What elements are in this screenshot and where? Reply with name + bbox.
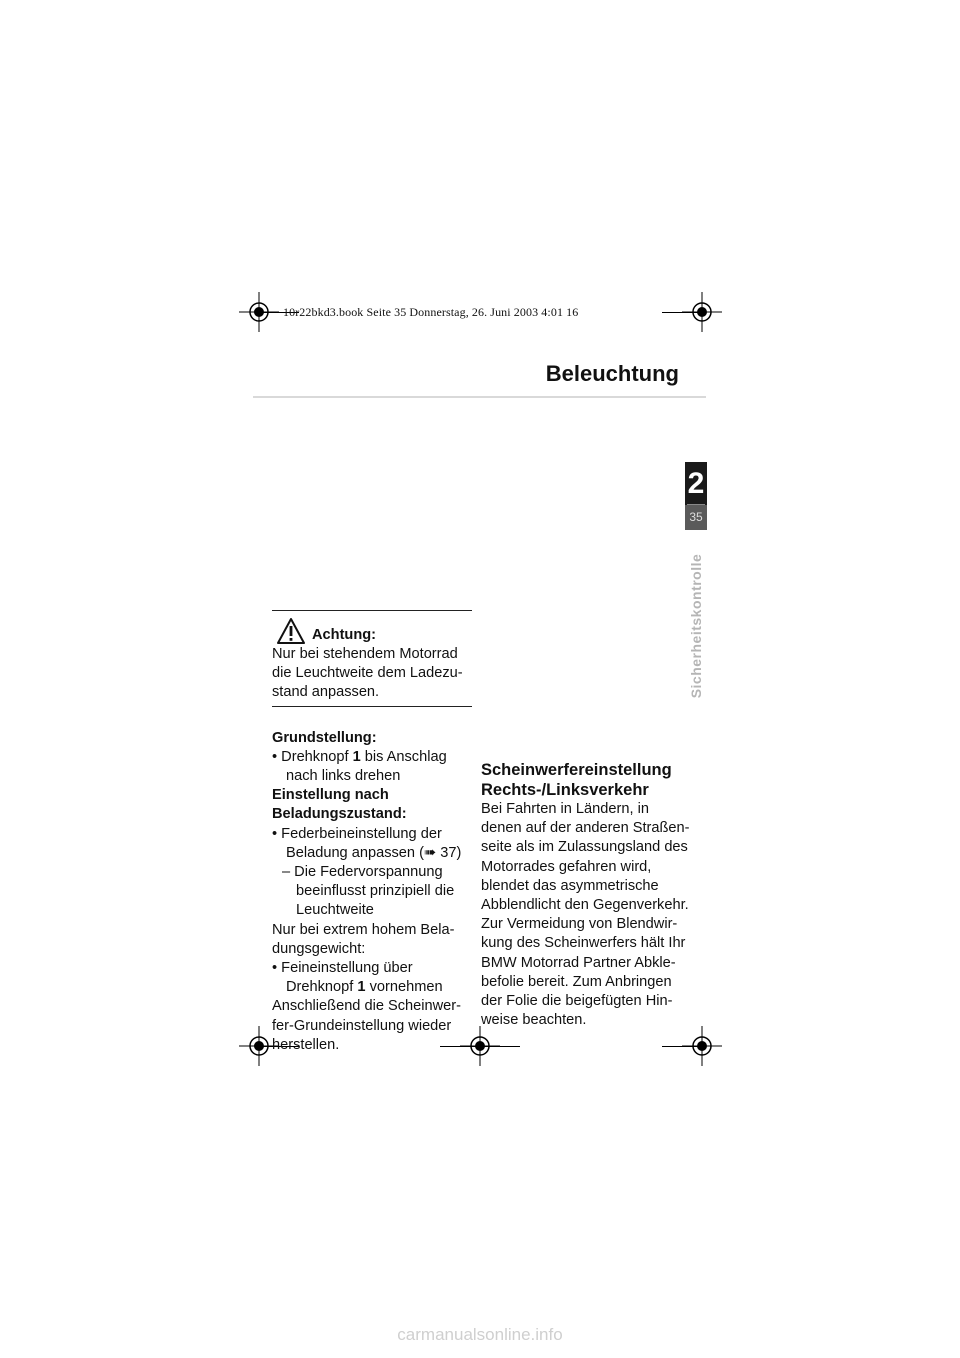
bullet-text: vornehmen xyxy=(365,979,443,996)
right-column xyxy=(481,760,696,1030)
paragraph-line: Anschließend die Scheinwer- xyxy=(272,998,462,1015)
paragraph-line: dungsgewicht: xyxy=(272,940,366,957)
bullet-text: • Feineinstellung über Drehknopf xyxy=(272,960,413,996)
beladung-heading: Beladungszustand: xyxy=(272,806,407,823)
warning-line: die Leuchtweite dem Ladezu- xyxy=(272,665,463,682)
warning-line: stand anpassen. xyxy=(272,684,380,701)
list-item xyxy=(272,748,472,786)
paragraph-line: Abblendlicht den Gegenverkehr. xyxy=(481,897,689,914)
paragraph-line: Nur bei extrem hohem Bela- xyxy=(272,921,455,938)
warning-triangle-icon xyxy=(276,617,306,645)
chapter-number: 2 xyxy=(687,467,705,500)
page-title: Beleuchtung xyxy=(545,361,679,386)
left-column xyxy=(272,610,472,1055)
bullet-text: bis Anschlag nach links drehen xyxy=(286,748,447,785)
paragraph-line: der Folie die beigefügten Hin- xyxy=(481,993,673,1010)
paragraph-line: blendet das asymmetrische xyxy=(481,877,659,894)
crop-line-top-right xyxy=(662,312,702,313)
paragraph-line: herstellen. xyxy=(272,1036,340,1053)
section-label: Sicherheitskontrolle xyxy=(688,553,704,699)
paragraph-line: kung des Scheinwerfers hält Ihr xyxy=(481,935,686,952)
paragraph-line: seite als im Zulassungsland des xyxy=(481,839,688,856)
beladung-heading: Einstellung nach xyxy=(272,787,389,804)
callout-number: 1 xyxy=(352,748,361,765)
paragraph-line: BMW Motorrad Partner Abkle- xyxy=(481,954,676,971)
warning-header xyxy=(272,615,472,645)
chapter-tab xyxy=(685,462,707,530)
paragraph-line: denen auf der anderen Straßen- xyxy=(481,820,690,837)
paragraph-line: Bei Fahrten in Ländern, in xyxy=(481,801,649,817)
warning-line: Nur bei stehendem Motorrad xyxy=(272,646,458,662)
title-rule xyxy=(253,396,706,398)
watermark: carmanualsonline.info xyxy=(397,1325,563,1344)
sub-list-item: – Die Federvorspannung beeinflusst prinzipiell die Leuchtweite xyxy=(282,864,455,919)
list-item xyxy=(272,959,472,997)
crop-line-bottom-right xyxy=(662,1046,702,1047)
section-heading: Rechts-/Linksverkehr xyxy=(481,781,649,799)
section-heading: Scheinwerfereinstellung xyxy=(481,761,672,779)
warning-box xyxy=(272,610,472,707)
paragraph-line: Zur Vermeidung von Blendwir- xyxy=(481,916,678,933)
page-number: 35 xyxy=(689,510,703,524)
print-header: 10r22bkd3.book Seite 35 Donnerstag, 26. Juni 2003 4:01 16 xyxy=(283,305,579,319)
warning-title: Achtung: xyxy=(312,627,377,643)
paragraph-line: befolie bereit. Zum Anbringen xyxy=(481,973,672,990)
list-item: • Federbeineinstellung der Beladung anpassen (➠ 37) xyxy=(272,825,462,861)
paragraph-line: Motorrades gefahren wird, xyxy=(481,858,652,875)
tab-page-block xyxy=(685,505,707,530)
paragraph-line: fer-Grundeinstellung wieder xyxy=(272,1017,452,1034)
paragraph-line: weise beachten. xyxy=(481,1012,587,1029)
bullet-text: • Drehknopf xyxy=(272,748,353,765)
callout-number: 1 xyxy=(357,979,366,996)
grundstellung-heading: Grundstellung: xyxy=(272,729,377,746)
